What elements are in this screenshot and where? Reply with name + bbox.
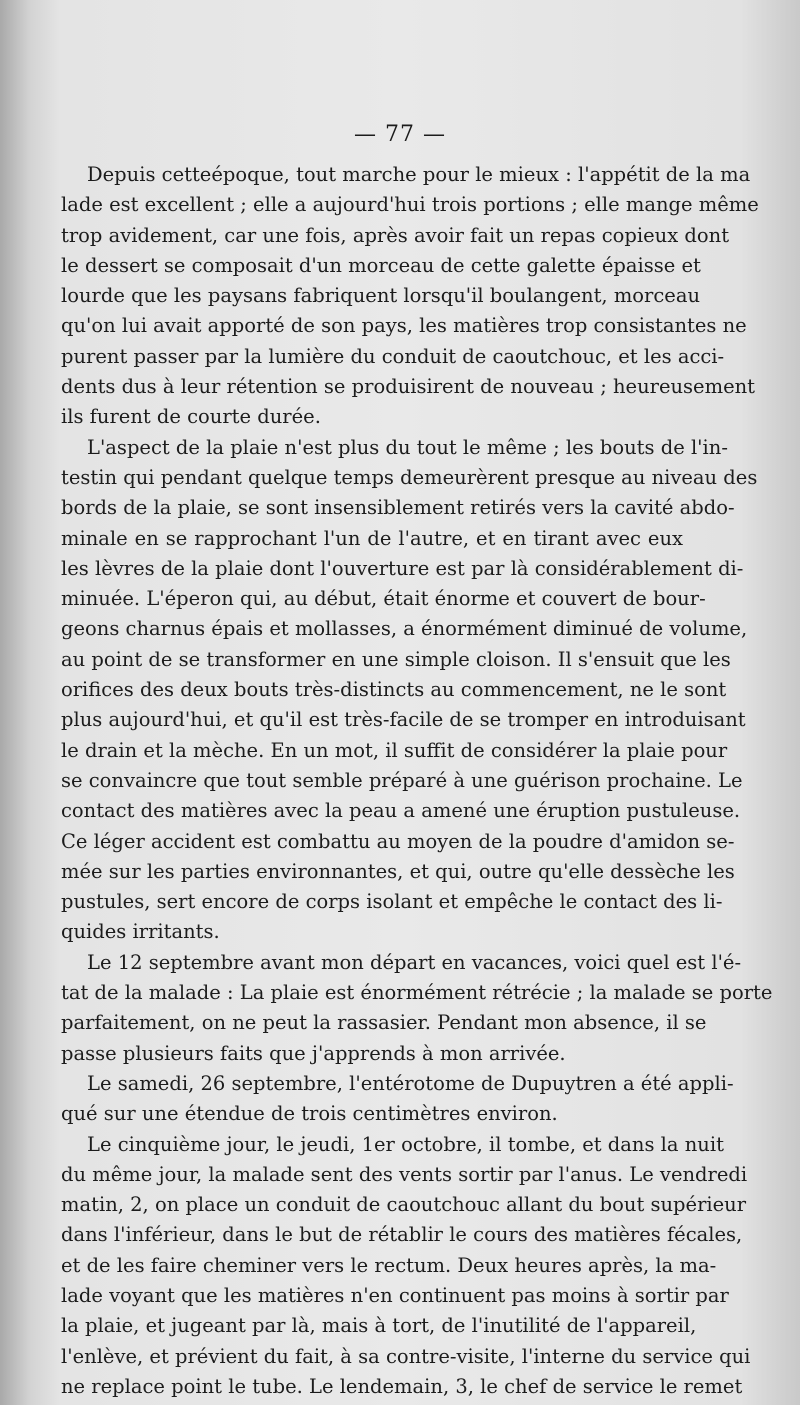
text-line: contact des matières avec la peau a amené une éruption pustuleuse. bbox=[61, 799, 741, 823]
text-line: Le cinquième jour, le jeudi, 1er octobre, il tombe, et dans la nuit bbox=[87, 1132, 724, 1156]
paragraph-4 bbox=[61, 1069, 734, 1130]
body-text bbox=[61, 160, 773, 1402]
text-line: trop avidement, car une fois, après avoir fait un repas copieux dont bbox=[61, 223, 730, 247]
text-line: geons charnus épais et mollasses, a énormément diminué de volume, bbox=[61, 617, 748, 641]
text-line: L'aspect de la plaie n'est plus du tout le même ; les bouts de l'in- bbox=[87, 435, 728, 459]
text-line: qué sur une étendue de trois centimètres environ. bbox=[61, 1102, 558, 1126]
paragraph-1 bbox=[61, 160, 759, 433]
text-line: lade est excellent ; elle a aujourd'hui trois portions ; elle mange même bbox=[61, 193, 759, 217]
paragraph-2 bbox=[61, 433, 758, 948]
text-line: du même jour, la malade sent des vents sortir par l'anus. Le vendredi bbox=[61, 1162, 748, 1186]
text-line: qu'on lui avait apporté de son pays, les matières trop consistantes ne bbox=[61, 314, 747, 338]
text-line: le drain et la mèche. En un mot, il suffit de considérer la plaie pour bbox=[61, 738, 728, 762]
text-line: lade voyant que les matières n'en continuent pas moins à sortir par bbox=[61, 1283, 729, 1307]
text-line: se convaincre que tout semble préparé à une guérison prochaine. Le bbox=[61, 768, 743, 792]
text-line: bords de la plaie, se sont insensiblement retirés vers la cavité abdo- bbox=[61, 496, 735, 520]
text-line: ne replace point le tube. Le lendemain, 3, le chef de service le remet bbox=[61, 1374, 743, 1398]
text-line: et de les faire cheminer vers le rectum. Deux heures après, la ma- bbox=[61, 1253, 717, 1277]
text-line: Le 12 septembre avant mon départ en vacances, voici quel est l'é- bbox=[87, 950, 742, 974]
text-line: orifices des deux bouts très-distincts au commencement, ne le sont bbox=[61, 678, 727, 702]
text-line: tat de la malade : La plaie est énormément rétrécie ; la malade se porte bbox=[61, 981, 773, 1005]
text-line: le dessert se composait d'un morceau de cette galette épaisse et bbox=[61, 253, 701, 277]
text-line: l'enlève, et prévient du fait, à sa contre-visite, l'interne du service qui bbox=[61, 1344, 751, 1368]
text-line: matin, 2, on place un conduit de caoutchouc allant du bout supérieur bbox=[61, 1193, 747, 1217]
text-line: Le samedi, 26 septembre, l'entérotome de Dupuytren a été appli- bbox=[87, 1071, 734, 1095]
text-line: purent passer par la lumière du conduit de caoutchouc, et les acci- bbox=[61, 344, 725, 368]
text-line: quides irritants. bbox=[61, 920, 220, 944]
text-line: minale en se rapprochant l'un de l'autre, et en tirant avec eux bbox=[61, 526, 683, 550]
text-line: les lèvres de la plaie dont l'ouverture est par là considérablement di- bbox=[61, 556, 744, 580]
text-line: dents dus à leur rétention se produisirent de nouveau ; heureusement bbox=[61, 375, 756, 399]
text-line: parfaitement, on ne peut la rassasier. Pendant mon absence, il se bbox=[61, 1011, 707, 1035]
text-line: Depuis cetteépoque, tout marche pour le mieux : l'appétit de la ma bbox=[87, 163, 751, 186]
text-line: ils furent de courte durée. bbox=[61, 405, 321, 429]
text-line: mée sur les parties environnantes, et qui, outre qu'elle dessèche les bbox=[61, 859, 735, 883]
text-line: Ce léger accident est combattu au moyen de la poudre d'amidon se- bbox=[61, 829, 735, 853]
paragraph-5 bbox=[61, 1130, 751, 1403]
text-line: dans l'inférieur, dans le but de rétablir le cours des matières fécales, bbox=[61, 1223, 743, 1247]
text-line: plus aujourd'hui, et qu'il est très-facile de se tromper en introduisant bbox=[61, 708, 746, 732]
text-line: testin qui pendant quelque temps demeurèrent presque au niveau des bbox=[61, 465, 758, 489]
text-line: passe plusieurs faits que j'apprends à mon arrivée. bbox=[61, 1041, 566, 1065]
text-line: pustules, sert encore de corps isolant et empêche le contact des li- bbox=[61, 890, 723, 914]
page-number: — 77 — bbox=[354, 122, 446, 147]
text-line: minuée. L'éperon qui, au début, était énorme et couvert de bour- bbox=[61, 587, 706, 611]
text-line: lourde que les paysans fabriquent lorsqu'il boulangent, morceau bbox=[61, 284, 701, 308]
paragraph-3 bbox=[61, 948, 773, 1069]
text-line: au point de se transformer en une simple cloison. Il s'ensuit que les bbox=[61, 647, 731, 671]
text-line: la plaie, et jugeant par là, mais à tort, de l'inutilité de l'appareil, bbox=[61, 1314, 697, 1338]
